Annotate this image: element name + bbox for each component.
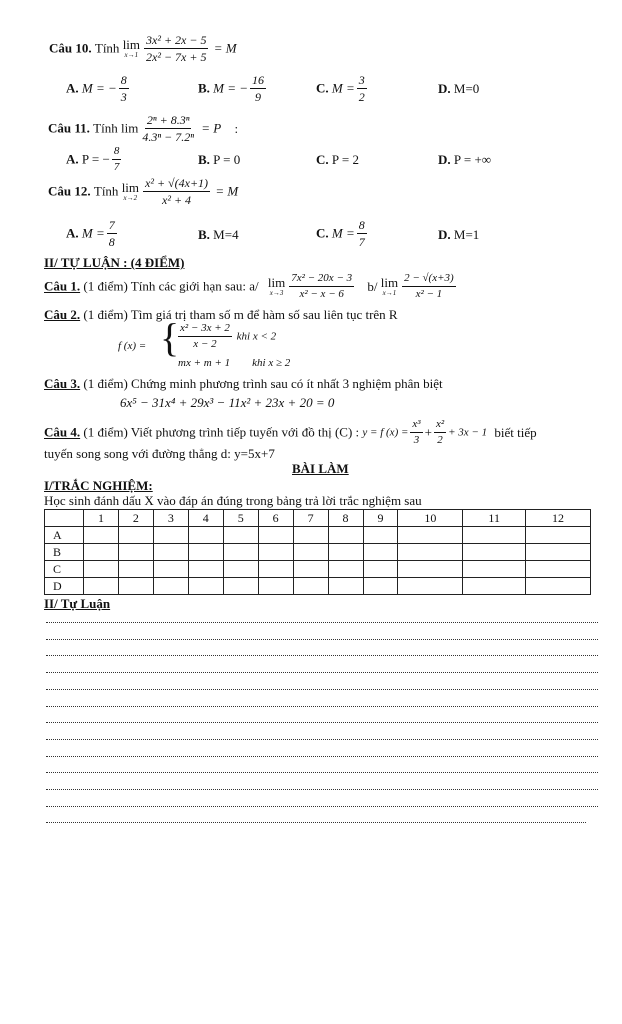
answer-cell[interactable] [153, 527, 188, 544]
question-10 [49, 33, 237, 64]
answer-cell[interactable] [363, 544, 398, 561]
answer-cell[interactable] [398, 527, 463, 544]
limit-rhs: = P [201, 120, 222, 136]
option-d: D. P = +∞ [438, 152, 492, 167]
row-label: B [45, 544, 84, 561]
answer-cell[interactable] [258, 527, 293, 544]
answer-cell[interactable] [526, 544, 591, 561]
answer-cell[interactable] [293, 561, 328, 578]
piecewise-function-label: f (x) = [118, 340, 147, 352]
limit-fraction: $\frac{\text{2ⁿ + 8.3ⁿ}}{\text{4.3ⁿ − 7.2ⁿ}}$ [142, 113, 194, 144]
question-text: (1 điểm) Viết phương trình tiếp tuyến với đồ thị (C) : [83, 424, 360, 440]
answer-cell[interactable] [223, 578, 258, 595]
essay-question-4: Câu 4. (1 điểm) Viết phương trình tiếp tuyến với đồ thị (C) : y = f (x) = $\frac{\text{x³}}{3}$ + $\frac{\text{x²}}{2}$ + 3x − 1 biết tiếp [44, 418, 537, 446]
answer-cell[interactable] [526, 561, 591, 578]
answer-cell[interactable] [84, 561, 119, 578]
answer-cell[interactable] [463, 578, 526, 595]
answer-cell[interactable] [188, 561, 223, 578]
limit-rhs: = M [215, 183, 239, 199]
answer-cell[interactable] [118, 561, 153, 578]
option-fraction: $\frac{8}{7}$ [113, 145, 120, 173]
option-c: C. M = $\frac{3}{2}$ [316, 73, 365, 104]
limit-operator: lim x→1 [380, 274, 399, 297]
multiple-choice-heading: I/TRẮC NGHIỆM: [44, 478, 153, 493]
answer-cell[interactable] [223, 527, 258, 544]
answer-cell[interactable] [84, 527, 119, 544]
answer-cell[interactable] [258, 544, 293, 561]
table-corner-cell [45, 510, 84, 527]
answer-line[interactable] [46, 756, 598, 757]
option-a: A. P = − $\frac{8}{7}$ [66, 145, 120, 173]
limit-fraction: $\frac{\text{x² + √(4x+1)}}{\text{x² + 4}}$ [145, 176, 209, 207]
question-label: Câu 11. [48, 120, 90, 136]
column-header: 8 [328, 510, 363, 527]
answer-line[interactable] [46, 772, 598, 773]
limit-operator: lim x→1 [122, 36, 141, 59]
answer-line[interactable] [46, 672, 598, 673]
column-header: 3 [153, 510, 188, 527]
answer-cell[interactable] [398, 561, 463, 578]
instruction-text: Học sinh đánh dấu X vào đáp án đúng trong bảng trả lời trắc nghiệm sau [44, 493, 422, 508]
question-12 [48, 176, 238, 207]
answer-cell[interactable] [84, 544, 119, 561]
answer-cell[interactable] [293, 578, 328, 595]
answer-cell[interactable] [526, 578, 591, 595]
answer-cell[interactable] [118, 527, 153, 544]
table-row [45, 544, 591, 561]
question-text: Tính [94, 40, 120, 56]
question-text: Tính [93, 120, 118, 136]
row-label: C [45, 561, 84, 578]
limit-fraction: $\frac{\text{3x² + 2x − 5}}{\text{2x² − 7x + 5}}$ [146, 33, 207, 64]
limit-fraction: $\frac{\text{7x² − 20x − 3}}{\text{x² − x − 6}}$ [291, 272, 353, 300]
column-header: 7 [293, 510, 328, 527]
equation: 6x⁵ − 31x⁴ + 29x³ − 11x² + 23x + 20 = 0 [120, 395, 335, 410]
table-row [45, 527, 591, 544]
question-label: Câu 2. [44, 307, 81, 322]
question-label: Câu 10. [49, 40, 92, 56]
question-label: Câu 1. [44, 278, 81, 294]
answer-line[interactable] [46, 655, 598, 656]
question-text: Tính [93, 183, 119, 199]
answer-cell[interactable] [153, 578, 188, 595]
question-text: (1 điểm) Tính các giới hạn sau: a/ [83, 278, 259, 294]
limit-rhs: = M [213, 40, 237, 56]
option-b: B. M = − $\frac{16}{9}$ [198, 73, 265, 104]
option-fraction: $\frac{16}{9}$ [252, 73, 265, 104]
answer-line[interactable] [46, 722, 598, 723]
answer-title: BÀI LÀM [292, 461, 349, 476]
question-4-continuation: tuyến song song với đường thẳng d: y=5x+7 [44, 446, 275, 461]
answer-cell[interactable] [328, 544, 363, 561]
answer-cell[interactable] [188, 527, 223, 544]
option-d: D. M=0 [438, 81, 480, 96]
answer-cell[interactable] [188, 544, 223, 561]
option-d: D. M=1 [438, 227, 480, 242]
answer-cell[interactable] [398, 578, 463, 595]
option-fraction: $\frac{3}{2}$ [358, 73, 365, 104]
column-header: 10 [398, 510, 463, 527]
limit-fraction: $\frac{2 - √(x+3)}{\text{x² − 1}}$ [404, 272, 454, 300]
answer-table [44, 509, 591, 595]
question-text: (1 điểm) Chứng minh phương trình sau có ít nhất 3 nghiệm phân biệt [83, 376, 443, 391]
answer-line[interactable] [46, 822, 586, 823]
column-header: 5 [223, 510, 258, 527]
answer-line[interactable] [46, 789, 598, 790]
option-fraction: $\frac{8}{7}$ [358, 218, 365, 249]
table-row [45, 561, 591, 578]
answer-line[interactable] [46, 689, 598, 690]
column-header: 9 [363, 510, 398, 527]
column-header: 1 [84, 510, 119, 527]
answer-cell[interactable] [328, 527, 363, 544]
answer-cell[interactable] [363, 578, 398, 595]
answer-cell[interactable] [153, 544, 188, 561]
option-fraction: $\frac{7}{8}$ [108, 218, 115, 249]
answer-line[interactable] [46, 706, 598, 707]
table-row [45, 578, 591, 595]
column-header: 11 [463, 510, 526, 527]
answer-cell[interactable] [328, 578, 363, 595]
column-header: 12 [526, 510, 591, 527]
piecewise-case-2: mx + m + 1 khi x ≥ 2 [178, 357, 291, 369]
answer-cell[interactable] [118, 578, 153, 595]
answer-cell[interactable] [84, 578, 119, 595]
limit-operator: lim x→2 [121, 179, 140, 202]
question-label: Câu 3. [44, 376, 81, 391]
answer-cell[interactable] [363, 527, 398, 544]
limit-operator: lim [120, 120, 139, 136]
answer-cell[interactable] [328, 561, 363, 578]
essay-question-1: Câu 1. (1 điểm) Tính các giới hạn sau: a/ lim x→3 $\frac{\text{7x² − 20x − 3}}{\text{x² − x − 6}}$ b/ lim x→1 $\frac{2 - √(x+3)}{\text{x² − 1}}$ [44, 272, 454, 300]
answer-cell[interactable] [188, 578, 223, 595]
option-b: B. M=4 [198, 227, 239, 242]
essay-answer-heading: II/ Tự Luận [44, 596, 111, 611]
option-c: C. M = $\frac{8}{7}$ [316, 218, 365, 249]
column-header: 4 [188, 510, 223, 527]
column-header: 6 [258, 510, 293, 527]
answer-cell[interactable] [463, 561, 526, 578]
answer-cell[interactable] [258, 561, 293, 578]
row-label: D [45, 578, 84, 595]
question-11: Câu 11. Tính lim $\frac{\text{2ⁿ + 8.3ⁿ}}{\text{4.3ⁿ − 7.2ⁿ}}$ = P : [48, 113, 239, 144]
answer-line[interactable] [46, 639, 598, 640]
answer-cell[interactable] [398, 544, 463, 561]
piecewise-case-1: $\frac{\text{x² − 3x + 2}}{x - 2}$ khi x < 2 [180, 322, 277, 350]
column-header: 2 [118, 510, 153, 527]
part2-heading: II/ TỰ LUẬN : (4 ĐIỂM) [44, 255, 185, 270]
answer-cell[interactable] [293, 544, 328, 561]
question-label: Câu 4. [44, 424, 81, 440]
option-fraction: $\frac{8}{3}$ [120, 73, 127, 104]
option-b: B. P = 0 [198, 152, 241, 167]
limit-operator: lim x→3 [267, 274, 286, 297]
answer-cell[interactable] [223, 544, 258, 561]
answer-cell[interactable] [463, 527, 526, 544]
answer-line[interactable] [46, 806, 598, 807]
essay-question-2 [44, 307, 398, 323]
table-header-row [45, 510, 591, 527]
answer-cell[interactable] [463, 544, 526, 561]
answer-cell[interactable] [223, 561, 258, 578]
option-c: C. P = 2 [316, 152, 359, 167]
question-text: (1 điểm) Tìm giá trị tham số m để hàm số sau liên tục trên R [83, 307, 398, 322]
question-label: Câu 12. [48, 183, 91, 199]
answer-cell[interactable] [293, 527, 328, 544]
essay-question-3 [44, 376, 443, 392]
option-a: A. M = − $\frac{8}{3}$ [66, 73, 127, 104]
piecewise-brace: { [160, 315, 180, 360]
answer-cell[interactable] [118, 544, 153, 561]
answer-cell[interactable] [363, 561, 398, 578]
answer-line[interactable] [46, 622, 598, 623]
answer-cell[interactable] [153, 561, 188, 578]
answer-line[interactable] [46, 739, 598, 740]
row-label: A [45, 527, 84, 544]
answer-cell[interactable] [258, 578, 293, 595]
option-a: A. M = $\frac{7}{8}$ [66, 218, 115, 249]
answer-cell[interactable] [526, 527, 591, 544]
